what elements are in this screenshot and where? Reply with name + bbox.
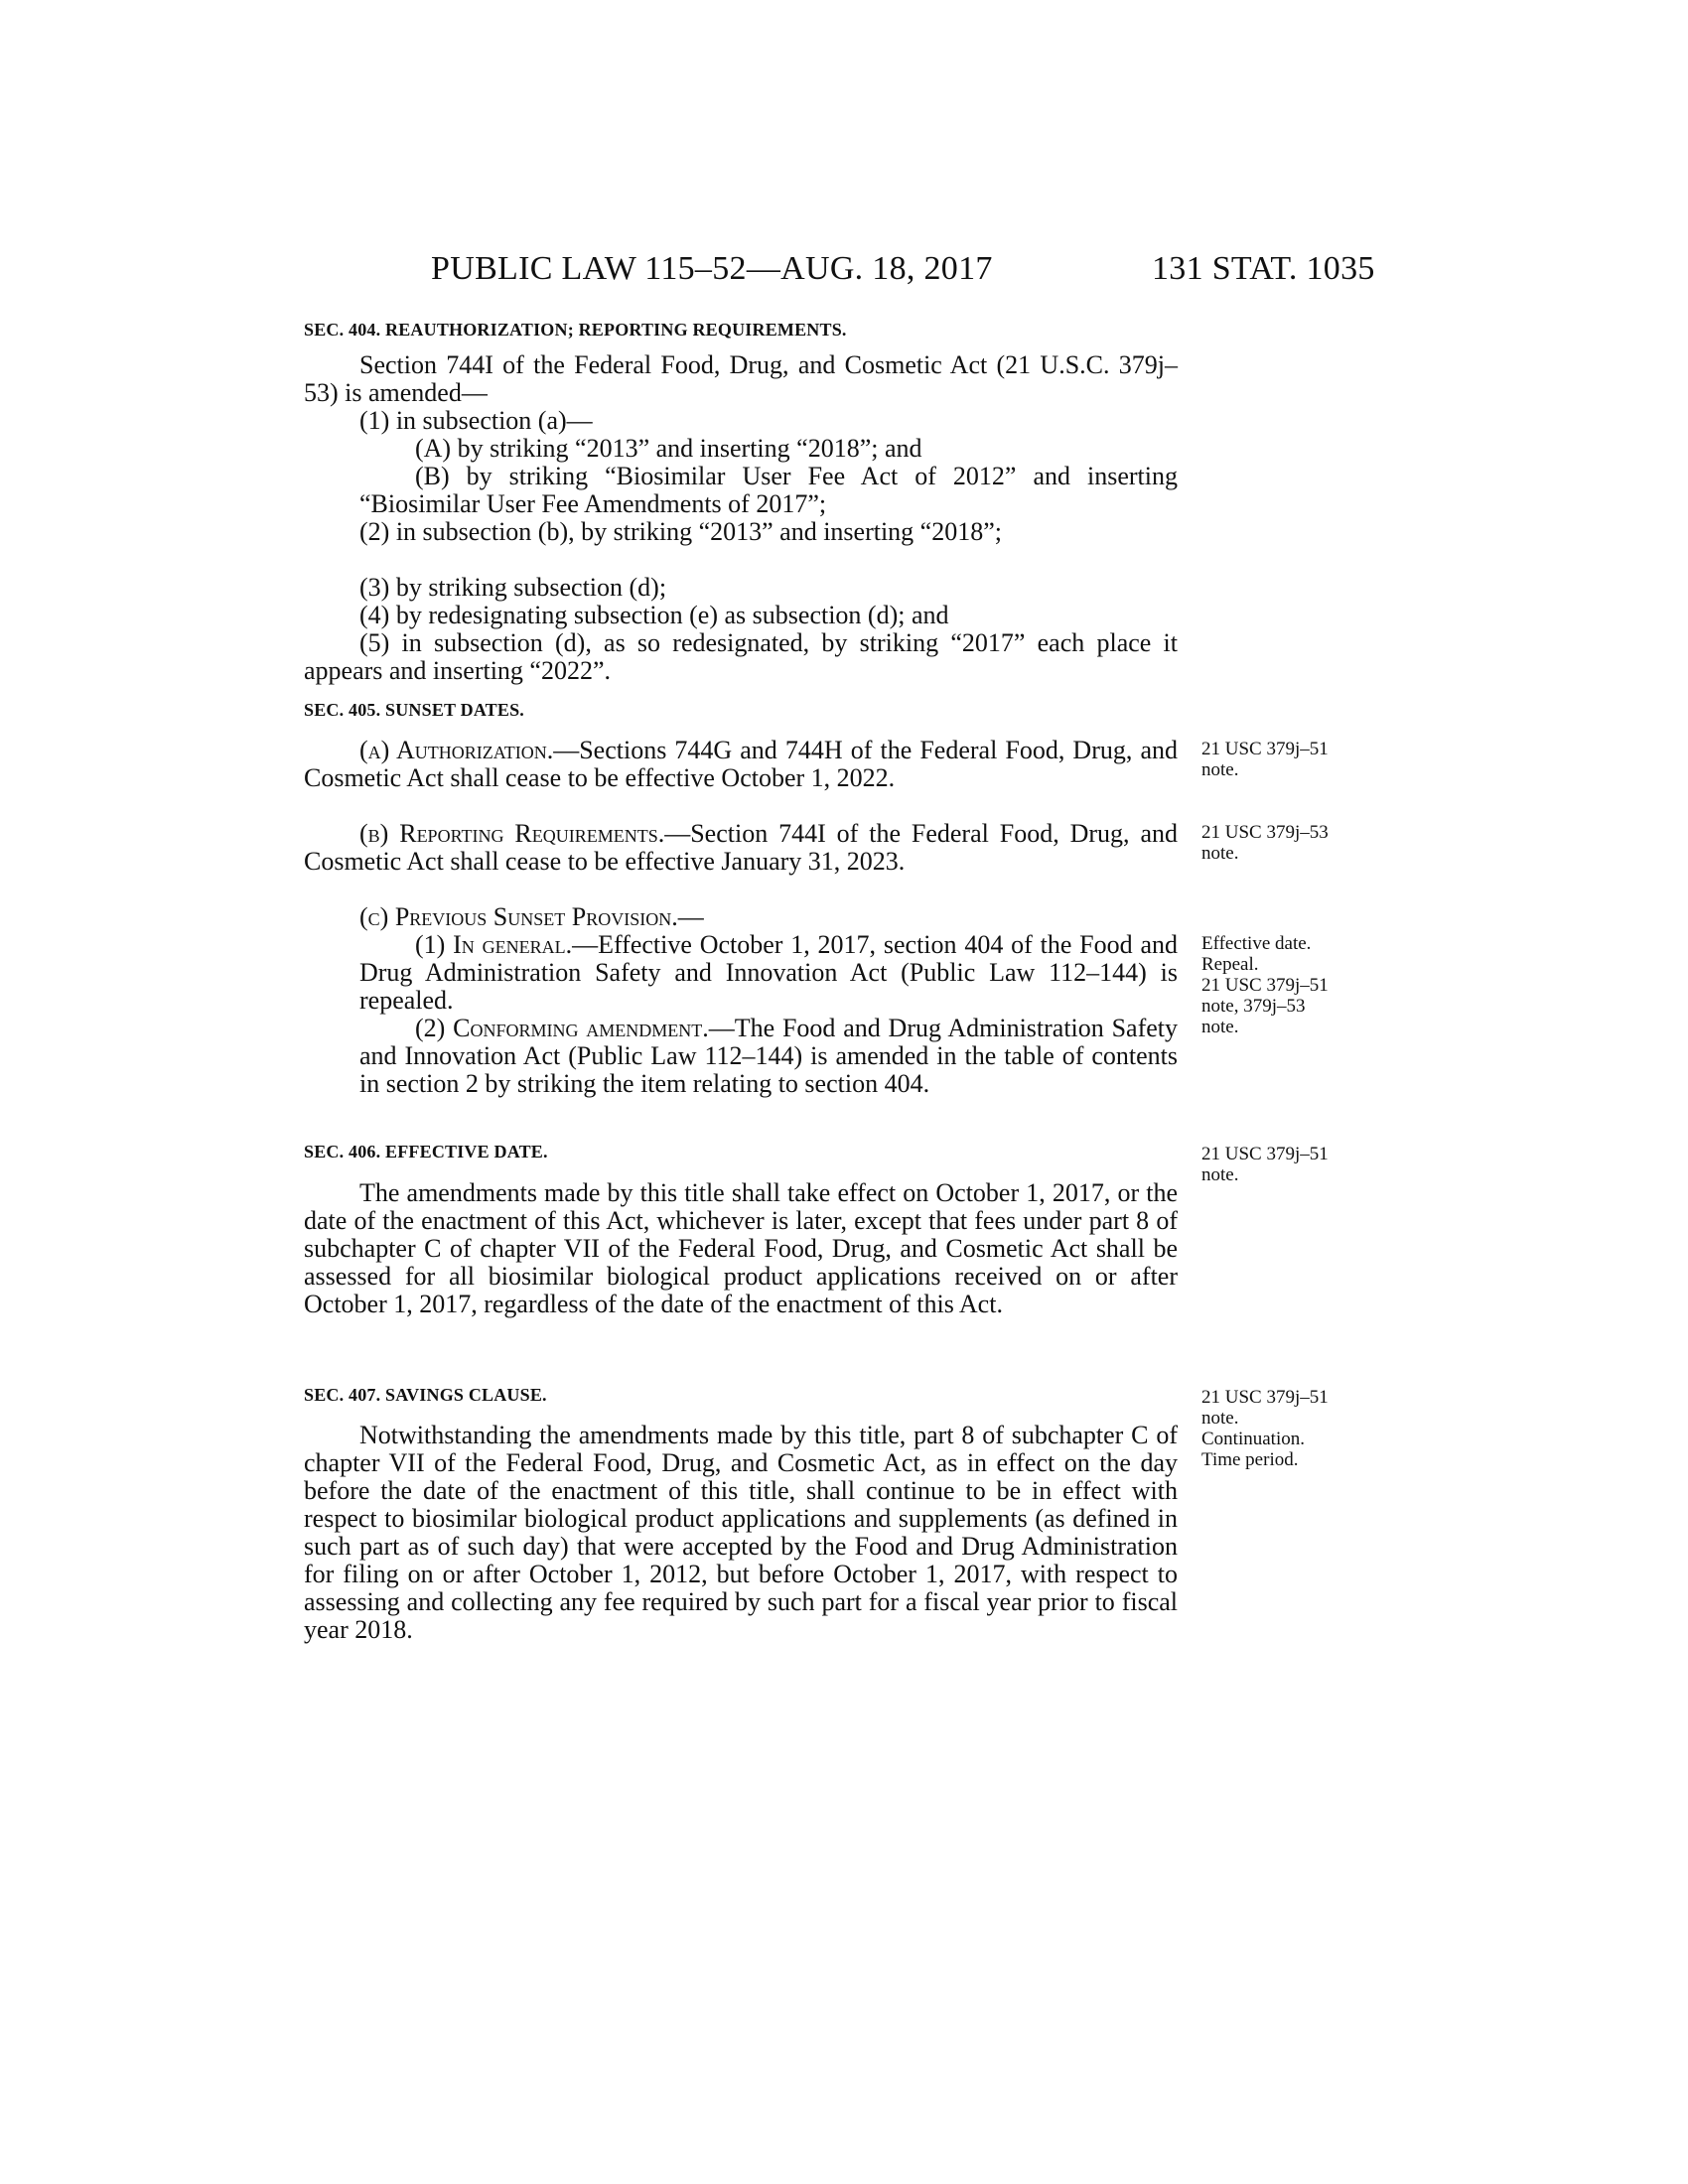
sec405-c2-text: —The Food and Drug Administration Safety and Innovation Act (Public Law 112–144) is amended in the table of contents in section 2 by striking the item relating to section 404. <box>359 1014 1178 1098</box>
sec405-c1-text: —Effective October 1, 2017, section 404 of the Food and Drug Administration Safety and Innovation Act (Public Law 112–144) is repealed. <box>359 930 1178 1015</box>
sec404-item-1B: (B) by striking “Biosimilar User Fee Act of 2012” and inserting “Biosimilar User Fee Amendments of 2017”; <box>359 462 1178 518</box>
margin-note-line: Effective date. <box>1201 933 1312 954</box>
margin-note-line: note. <box>1201 1017 1239 1037</box>
margin-note-line: Repeal. <box>1201 954 1259 975</box>
sec405-c-paragraph-1 <box>359 931 1178 1015</box>
margin-note-line: Continuation. <box>1201 1429 1305 1449</box>
margin-note-line: note. <box>1201 759 1239 780</box>
sec405-b-text: —Section 744I of the Federal Food, Drug, and Cosmetic Act shall cease to be effective January 31, 2023. <box>304 819 1178 876</box>
margin-note-5 <box>1201 1387 1390 1470</box>
margin-note-2 <box>1201 822 1390 864</box>
margin-note-line: note. <box>1201 843 1239 864</box>
sec404-intro: Section 744I of the Federal Food, Drug, and Cosmetic Act (21 U.S.C. 379j–53) is amended— <box>304 350 1178 407</box>
sec405-b-label: (b) Reporting Requirements. <box>359 819 665 848</box>
sec405-subsection-a <box>304 737 1178 792</box>
sec405-c-text: — <box>677 902 704 931</box>
sec407-text: Notwithstanding the amendments made by this title, part 8 of subchapter C of chapter VII of the Federal Food, Drug, and Cosmetic Act, as in effect on the day before the date of the enactment of this title, shall continue to be in effect with respect to biosimilar biological product applications and supplements (as defined in such part as of such day) that were accepted by the Food and Drug Administration for filing on or after October 1, 2012, but before October 1, 2017, with respect to assessing and collecting any fee required by such part for a fiscal year prior to fiscal year 2018. <box>304 1421 1178 1644</box>
sec405-subsection-c <box>359 903 704 931</box>
sec405-a-label: (a) Authorization. <box>359 736 554 764</box>
margin-note-line: note, 379j–53 <box>1201 996 1306 1017</box>
sec405-c1-label: (1) In general. <box>415 930 573 959</box>
sec405-c2-label: (2) Conforming amendment. <box>415 1014 709 1042</box>
sec404-item-1A: (A) by striking “2013” and inserting “2018”; and <box>415 434 922 463</box>
running-header-page: 131 STAT. 1035 <box>1152 250 1375 287</box>
section-407-heading: SEC. 407. SAVINGS CLAUSE. <box>304 1385 547 1405</box>
margin-note-3 <box>1201 933 1390 1037</box>
section-406-heading: SEC. 406. EFFECTIVE DATE. <box>304 1142 548 1161</box>
sec405-c-label: (c) Previous Sunset Provision. <box>359 902 678 931</box>
margin-note-line: Time period. <box>1201 1449 1299 1470</box>
running-header-title: PUBLIC LAW 115–52—AUG. 18, 2017 <box>431 250 993 287</box>
margin-note-1 <box>1201 739 1390 780</box>
section-404-heading: SEC. 404. REAUTHORIZATION; REPORTING REQUIREMENTS. <box>304 320 847 340</box>
margin-note-line: 21 USC 379j–53 <box>1201 822 1329 843</box>
sec405-a-text: —Sections 744G and 744H of the Federal Food, Drug, and Cosmetic Act shall cease to be effective October 1, 2022. <box>304 736 1178 792</box>
sec404-item-5: (5) in subsection (d), as so redesignated, by striking “2017” each place it appears and inserting “2022”. <box>304 628 1178 685</box>
margin-note-line: 21 USC 379j–51 <box>1201 1387 1329 1408</box>
margin-note-line: 21 USC 379j–51 <box>1201 1144 1329 1164</box>
margin-note-line: 21 USC 379j–51 <box>1201 975 1329 996</box>
section-405-heading: SEC. 405. SUNSET DATES. <box>304 700 525 720</box>
sec404-item-1: (1) in subsection (a)— <box>359 406 593 435</box>
sec404-item-4: (4) by redesignating subsection (e) as subsection (d); and <box>359 601 949 629</box>
margin-note-line: note. <box>1201 1408 1239 1429</box>
sec404-item-2: (2) in subsection (b), by striking “2013” and inserting “2018”; <box>359 517 1002 546</box>
margin-note-line: 21 USC 379j–51 <box>1201 739 1329 759</box>
sec405-subsection-b <box>304 820 1178 876</box>
margin-note-4 <box>1201 1144 1390 1185</box>
sec406-text: The amendments made by this title shall take effect on October 1, 2017, or the date of the enactment of this Act, whichever is later, except that fees under part 8 of subchapter C of chapter VII of the Federal Food, Drug, and Cosmetic Act shall be assessed for all biosimilar biological product applications received on or after October 1, 2017, regardless of the date of the enactment of this Act. <box>304 1178 1178 1318</box>
sec405-c-paragraph-2 <box>359 1015 1178 1098</box>
margin-note-line: note. <box>1201 1164 1239 1185</box>
sec404-item-3: (3) by striking subsection (d); <box>359 573 667 602</box>
